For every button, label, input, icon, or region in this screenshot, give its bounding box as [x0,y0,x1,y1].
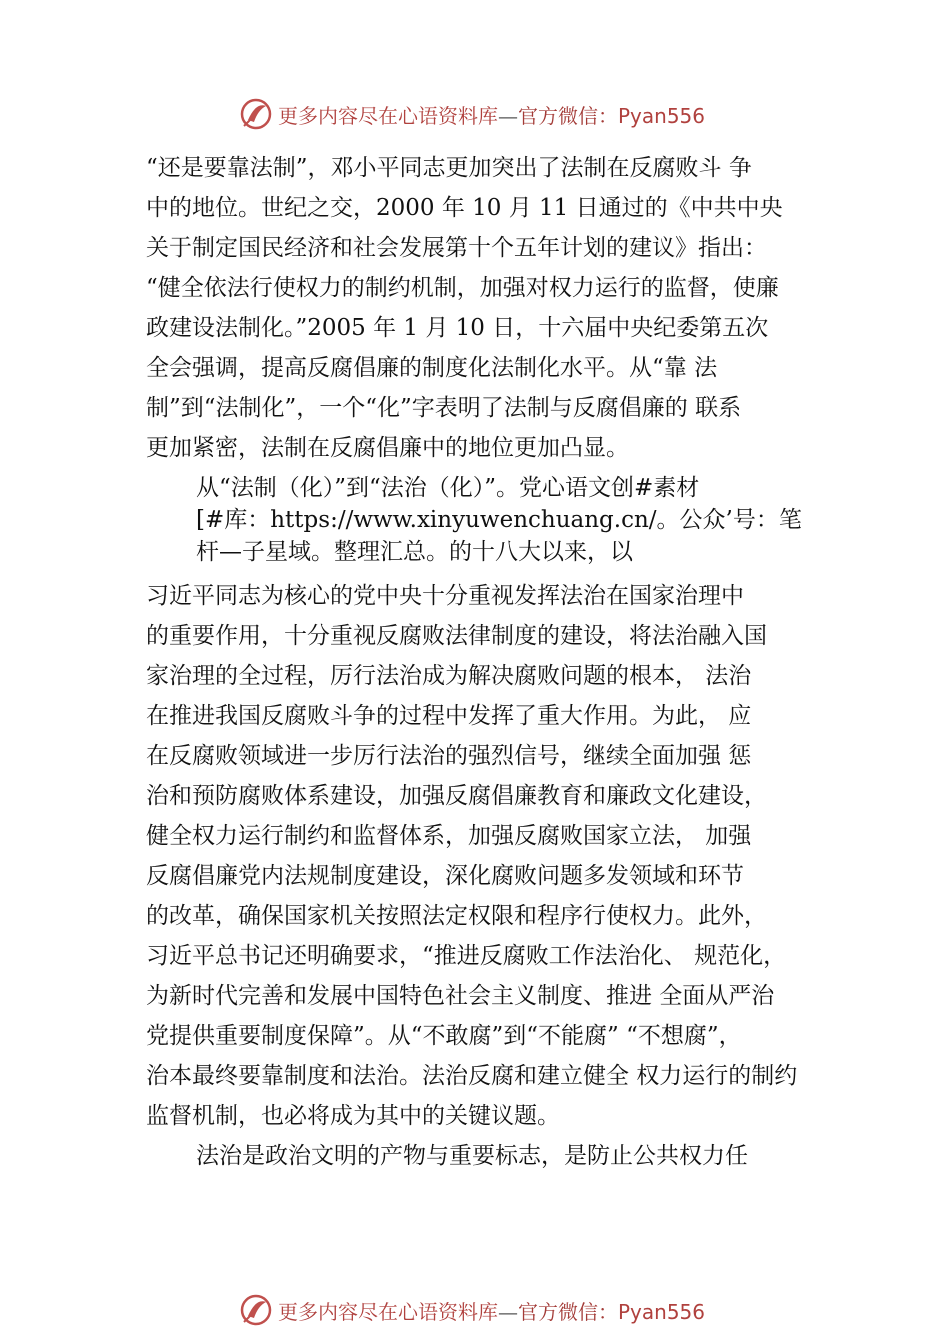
banner-title: 更多内容尽在心语资料库 [278,1299,498,1324]
banner-dash: — [498,103,518,128]
text-span: 反腐倡廉党内法规制度建设，深化腐败问题多发领域和环节 [146,863,744,889]
text-line [0,936,950,976]
text-line [0,532,950,572]
banner-content [238,1290,705,1330]
banner-text [278,1296,705,1325]
text-span: 杆—子星域。整理汇总。的十八大以来，以 [196,539,633,565]
text-span: 党提供重要制度保障”。从“不敢腐”到“不能腐” “不想腐”， [146,1023,742,1049]
text-line [0,148,950,188]
text-span: 更加紧密，法制在反腐倡廉中的地位更加凸显。 [146,435,629,461]
banner-wechat-label: 官方微信： [518,1299,618,1324]
text-line [0,188,950,228]
text-line [0,976,950,1016]
text-span: 在推进我国反腐败斗争的过程中发挥了重大作用。为此， 应 [146,703,752,729]
text-line [0,1136,950,1176]
text-span: 的重要作用，十分重视反腐败法律制度的建设，将法治融入国 [146,623,767,649]
text-span: 监督机制，也必将成为其中的关键议题。 [146,1103,560,1129]
text-line [0,896,950,936]
text-line [0,576,950,616]
footer-watermark-banner [0,1290,950,1330]
text-line [0,388,950,428]
text-span: “健全依法行使权力的制约机制，加强对权力运行的监督，使廉 [146,275,779,301]
text-span: 为新时代完善和发展中国特色社会主义制度、推进 全面从严治 [146,983,775,1009]
banner-wechat-id: Pyan556 [618,103,706,128]
text-line [0,1056,950,1096]
text-span: 在反腐败领域进一步厉行法治的强烈信号，继续全面加强 惩 [146,743,752,769]
text-span: 制”到“法制化”，一个“化”字表明了法制与反腐倡廉的 联系 [146,395,742,421]
brand-logo-icon [238,96,274,132]
banner-dash: — [498,1299,518,1324]
text-line [0,1016,950,1056]
brand-logo-icon [238,1292,274,1328]
text-span: 治和预防腐败体系建设，加强反腐倡廉教育和廉政文化建设， [146,783,767,809]
text-span: 习近平同志为核心的党中央十分重视发挥法治在国家治理中 [146,583,744,609]
text-line [0,616,950,656]
text-line [0,348,950,388]
text-span: 从“法制（化）”到“法治（化）”。党心语文创#素材 [196,475,700,501]
text-span: 习近平总书记还明确要求，“推进反腐败工作法治化、 规范化， [146,943,787,969]
banner-text [278,100,705,129]
text-line [0,656,950,696]
text-span: 中的地位。世纪之交，2000 年 10 月 11 日通过的《中共中央 [146,195,783,221]
text-span: 法治是政治文明的产物与重要标志，是防止公共权力任 [196,1143,748,1169]
text-span: 治本最终要靠制度和法治。法治反腐和建立健全 权力运行的制约 [146,1063,798,1089]
banner-wechat-id: Pyan556 [618,1299,706,1324]
text-line [0,308,950,348]
text-span: “还是要靠法制”，邓小平同志更加突出了法制在反腐败斗 争 [146,155,752,181]
text-line [0,816,950,856]
banner-wechat-label: 官方微信： [518,103,618,128]
text-line [0,736,950,776]
text-line [0,268,950,308]
text-span: 全会强调，提高反腐倡廉的制度化法制化水平。从“靠 法 [146,355,718,381]
text-line [0,428,950,468]
text-span: 关于制定国民经济和社会发展第十个五年计划的建议》指出： [146,235,767,261]
text-line [0,1096,950,1136]
banner-content [238,94,705,134]
banner-title: 更多内容尽在心语资料库 [278,103,498,128]
header-watermark-banner [0,94,950,134]
text-span: 健全权力运行制约和监督体系，加强反腐败国家立法， 加强 [146,823,752,849]
text-span: 家治理的全过程，厉行法治成为解决腐败问题的根本， 法治 [146,663,752,689]
text-line [0,696,950,736]
text-span: 政建设法制化。”2005 年 1 月 10 日，十六届中央纪委第五次 [146,315,769,341]
text-line [0,856,950,896]
text-line [0,228,950,268]
text-line [0,776,950,816]
text-span: 的改革，确保国家机关按照法定权限和程序行使权力。此外， [146,903,767,929]
text-span: [#库：https://www.xinyuwenchuang.cn/。公众’号：笔 [196,507,802,533]
